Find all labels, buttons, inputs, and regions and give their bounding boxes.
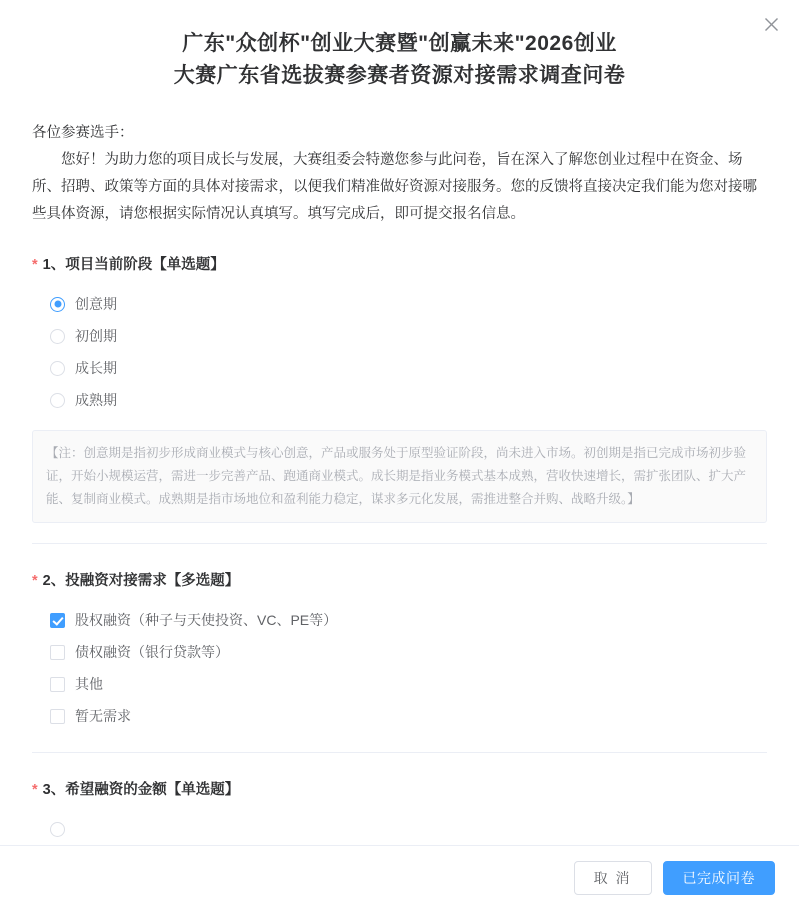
question-3 [32, 779, 767, 845]
radio-icon[interactable] [50, 297, 65, 312]
checkbox-option[interactable] [32, 604, 767, 636]
question-3-label: 3、希望融资的金额【单选题】 [42, 782, 240, 798]
dialog-title [0, 0, 799, 98]
radio-icon[interactable] [50, 361, 65, 376]
option-label: 暂无需求 [75, 708, 131, 724]
intro-text [32, 120, 767, 228]
question-2-title [32, 570, 767, 592]
section-divider [32, 543, 767, 544]
checkbox-option[interactable] [32, 636, 767, 668]
option-label: 股权融资（种子与天使投资、VC、PE等） [75, 612, 338, 628]
radio-icon[interactable] [50, 393, 65, 408]
dialog-title-line-2: 大赛广东省选拔赛参赛者资源对接需求调查问卷 [173, 64, 626, 87]
checkbox-option[interactable] [32, 700, 767, 732]
radio-option[interactable] [32, 813, 767, 845]
question-2-label: 2、投融资对接需求【多选题】 [42, 573, 240, 589]
radio-option[interactable] [32, 352, 767, 384]
radio-option[interactable] [32, 288, 767, 320]
question-1-note: 【注：创意期是指初步形成商业模式与核心创意，产品或服务处于原型验证阶段，尚未进入市场。初创期是指已完成市场初步验证，开始小规模运营，需进一步完善产品、跑通商业模式。成长期是指业务模式基本成熟，营收快速增长，需扩张团队、扩大产能、复制商业模式。成熟期是指市场地位和盈利能力稳定，谋求多元化发展，需推进整合并购、战略升级。】 [32, 430, 767, 523]
section-divider [32, 752, 767, 753]
close-icon[interactable] [757, 10, 785, 38]
required-star: * [32, 257, 38, 273]
required-star: * [32, 782, 38, 798]
question-1-options [32, 288, 767, 416]
radio-option[interactable] [32, 320, 767, 352]
dialog-footer [0, 845, 799, 909]
option-label: 成长期 [75, 360, 117, 376]
option-label: 创意期 [75, 296, 117, 312]
question-3-title [32, 779, 767, 801]
dialog-title-line-1: 广东"众创杯"创业大赛暨"创赢未来"2026创业 [182, 32, 617, 55]
close-icon-glyph [764, 17, 779, 32]
cancel-button[interactable]: 取 消 [574, 861, 652, 895]
option-label: 债权融资（银行贷款等） [75, 644, 229, 660]
question-2 [32, 570, 767, 753]
radio-icon[interactable] [50, 822, 65, 837]
question-3-options [32, 813, 767, 845]
checkbox-icon[interactable] [50, 613, 65, 628]
checkbox-option[interactable] [32, 668, 767, 700]
radio-icon[interactable] [50, 329, 65, 344]
intro-paragraph: 您好！为助力您的项目成长与发展，大赛组委会特邀您参与此问卷，旨在深入了解您创业过程中在资金、场所、招聘、政策等方面的具体对接需求，以便我们精准做好资源对接服务。您的反馈将直接决定我们能为您对接哪些具体资源，请您根据实际情况认真填写。填写完成后，即可提交报名信息。 [32, 152, 757, 222]
question-2-options [32, 604, 767, 732]
question-1-title [32, 254, 767, 276]
required-star: * [32, 573, 38, 589]
submit-button[interactable]: 已完成问卷 [663, 861, 776, 895]
option-label: 成熟期 [75, 392, 117, 408]
option-label: 其他 [75, 676, 103, 692]
radio-option[interactable] [32, 384, 767, 416]
checkbox-icon[interactable] [50, 709, 65, 724]
checkbox-icon[interactable] [50, 677, 65, 692]
question-1 [32, 254, 767, 544]
option-label: 初创期 [75, 328, 117, 344]
question-1-label: 1、项目当前阶段【单选题】 [42, 257, 225, 273]
checkbox-icon[interactable] [50, 645, 65, 660]
survey-body[interactable] [0, 98, 799, 845]
intro-salutation: 各位参赛选手： [32, 125, 134, 141]
